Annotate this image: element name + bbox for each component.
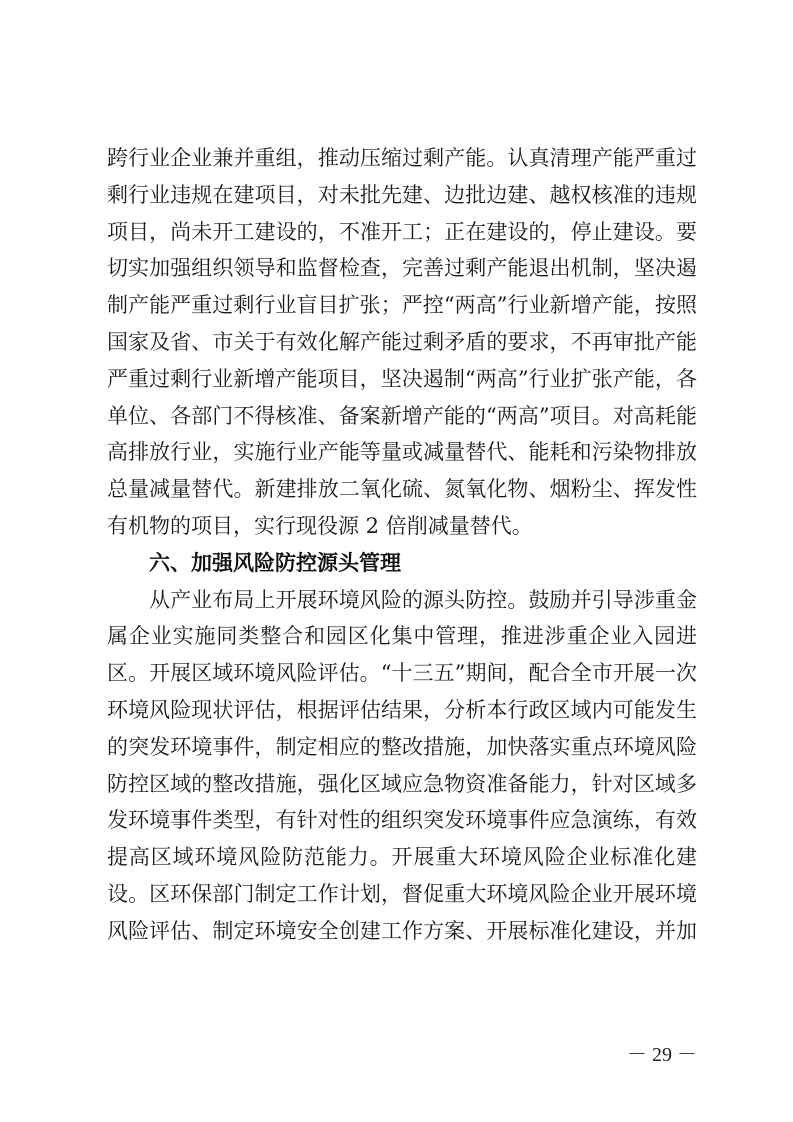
text-line: 防控区域的整改措施，强化区域应急物资准备能力，针对区域多 <box>107 771 697 796</box>
paragraph-1 <box>107 140 697 545</box>
text-line: 的突发环境事件，制定相应的整改措施，加快落实重点环境风险 <box>107 734 697 759</box>
text-line: 发环境事件类型，有针对性的组织突发环境事件应急演练，有效 <box>107 808 697 833</box>
text-line: 跨行业企业兼并重组，推动压缩过剩产能。认真清理产能严重过 <box>107 146 697 170</box>
text-line: 项目，尚未开工建设的，不准开工；正在建设的，停止建设。要 <box>107 219 697 244</box>
text-line: 有机物的项目，实行现役源 2 倍削减量替代。 <box>107 513 533 538</box>
page-number: － 29 － <box>627 1044 697 1066</box>
text-line: 制产能严重过剩行业盲目扩张；严控“两高”行业新增产能，按照 <box>107 293 697 318</box>
text-line: 切实加强组织领导和监督检查，完善过剩产能退出机制，坚决遏 <box>107 256 697 281</box>
text-line: 总量减量替代。新建排放二氧化硫、氮氧化物、烟粉尘、挥发性 <box>107 477 697 502</box>
text-line: 从产业布局上开展环境风险的源头防控。鼓励并引导涉重金 <box>149 587 697 612</box>
paragraph-2 <box>107 582 697 950</box>
text-line: 单位、各部门不得核准、备案新增产能的“两高”项目。对高耗能 <box>107 403 697 428</box>
text-line: 风险评估、制定环境安全创建工作方案、开展标准化建设，并加 <box>107 918 697 943</box>
section-heading: 六、加强风险防控源头管理 <box>149 550 401 575</box>
text-line: 环境风险现状评估，根据评估结果，分析本行政区域内可能发生 <box>107 697 697 722</box>
body-text <box>107 140 697 950</box>
text-line: 高排放行业，实施行业产能等量或减量替代、能耗和污染物排放 <box>107 440 697 465</box>
text-line: 区。开展区域环境风险评估。“十三五”期间，配合全市开展一次 <box>107 661 697 686</box>
text-line: 国家及省、市关于有效化解产能过剩矛盾的要求，不再审批产能 <box>107 329 697 354</box>
text-line: 设。区环保部门制定工作计划，督促重大环境风险企业开展环境 <box>107 881 697 906</box>
text-line: 提高区域环境风险防范能力。开展重大环境风险企业标准化建 <box>107 845 697 870</box>
text-line: 剩行业违规在建项目，对未批先建、边批边建、越权核准的违规 <box>107 182 697 207</box>
text-line: 属企业实施同类整合和园区化集中管理，推进涉重企业入园进 <box>107 624 697 649</box>
text-line: 严重过剩行业新增产能项目，坚决遏制“两高”行业扩张产能，各 <box>107 366 697 391</box>
